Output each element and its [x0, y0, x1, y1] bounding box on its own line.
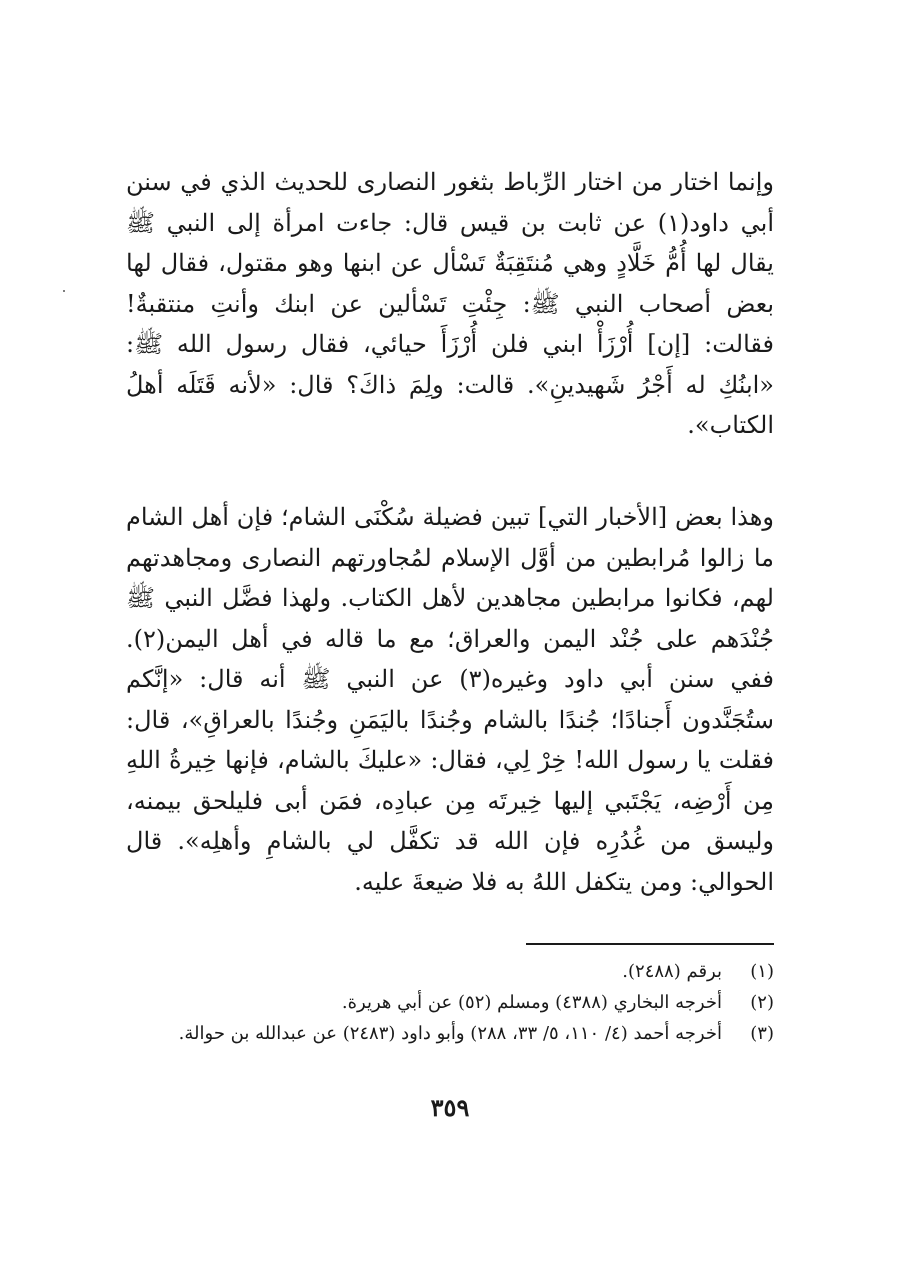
margin-mark	[63, 290, 65, 292]
footnote-text: أخرجه أحمد (٤/ ١١٠، ٥/ ٣٣، ٢٨٨) وأبو داود (٢٤٨٣) عن عبدالله بن حوالة.	[178, 1023, 722, 1044]
footnote-item	[126, 956, 774, 987]
body-paragraph-2: وهذا بعض [الأخبار التي] تبين فضيلة سُكْنَى الشام؛ فإن أهل الشام ما زالوا مُرابطين من أوَّل الإسلام لمُجاورتهم النصارى ومجاهدتهم لهم، فكانوا مرابطين مجاهدين لأهل الكتاب. ولهذا فضَّل النبي ﷺ جُنْدَهم على جُنْد اليمن والعراق؛ مع ما قاله في أهل اليمن(٢). ففي سنن أبي داود وغيره(٣) عن النبي ﷺ أنه قال: «إنَّكم ستُجَنَّدون أَجنادًا؛ جُندًا بالشام وجُندًا باليَمَنِ وجُندًا بالعراقِ»، قال: فقلت يا رسول الله! خِرْ لِي، فقال: «عليكَ بالشام، فإنها خِيرةُ اللهِ مِن أَرْضِه، يَجْتَبي إليها خِيرتَه مِن عبادِه، فمَن أبى فليلحق بيمنه، وليسق من غُدُرِه فإن الله قد تكفَّل لي بالشامِ وأهلِه». قال الحوالي: ومن يتكفل اللهُ به فلا ضيعةَ عليه.	[126, 503, 774, 896]
footnote-marker: (٣)	[750, 1023, 774, 1044]
body-paragraph-1: وإنما اختار من اختار الرِّباط بثغور النصارى للحديث الذي في سنن أبي داود(١) عن ثابت بن قيس قال: جاءت امرأة إلى النبي ﷺ يقال لها أُمُّ خَلَّادٍ وهي مُنتَقِبَةٌ تَسْأل عن ابنها وهو مقتول، فقال لها بعض أصحاب النبي ﷺ: جِئْتِ تَسْألين عن ابنك وأنتِ منتقبةٌ! فقالت: [إن] أُرْزَأْ ابني فلن أُرْزَأَ حيائي، فقال رسول الله ﷺ: «ابنُكِ له أَجْرُ شَهيدينِ». قالت: ولِمَ ذاكَ؟ قال: «لأنه قَتَلَه أهلُ الكتاب».	[126, 168, 774, 439]
footnote-item	[126, 987, 774, 1018]
footnote-marker: (٢)	[750, 992, 774, 1013]
footnote-item	[126, 1018, 774, 1049]
page-number: ٣٥٩	[430, 1093, 470, 1122]
footnote-text: أخرجه البخاري (٤٣٨٨) ومسلم (٥٢) عن أبي هريرة.	[341, 992, 722, 1013]
footnote-separator	[526, 943, 774, 945]
footnotes-list	[126, 956, 774, 1049]
footnote-text: برقم (٢٤٨٨).	[622, 961, 722, 982]
footnote-marker: (١)	[750, 961, 774, 982]
